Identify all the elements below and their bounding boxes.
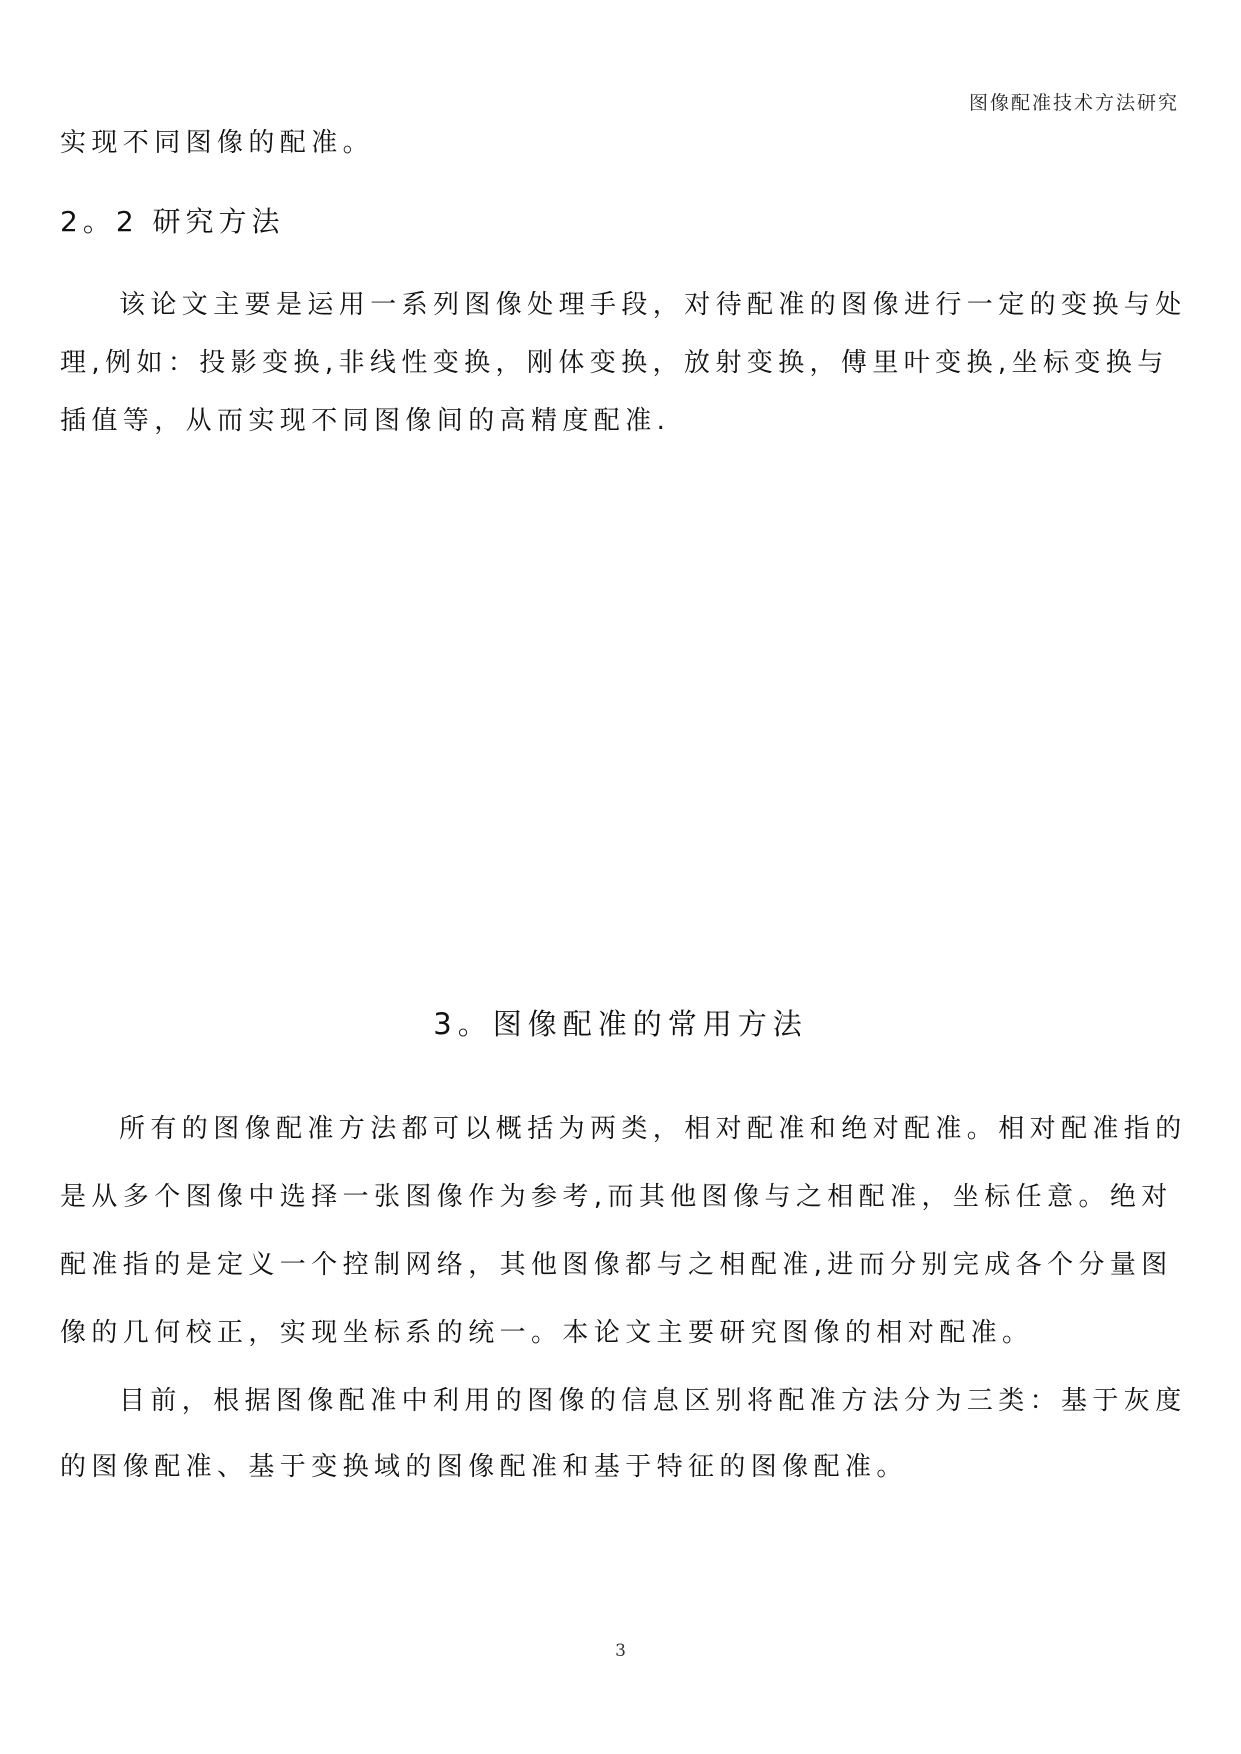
chapter-heading-3: 3。图像配准的常用方法 bbox=[433, 1007, 808, 1041]
page-number: 3 bbox=[615, 1641, 626, 1661]
paragraph-line: 插值等，从而实现不同图像间的高精度配准. bbox=[60, 406, 671, 436]
section-heading-2-2: 2。2 研究方法 bbox=[60, 205, 285, 238]
paragraph-line: 的图像配准、基于变换域的图像配准和基于特征的图像配准。 bbox=[60, 1452, 908, 1482]
paragraph-line: 是从多个图像中选择一张图像作为参考,而其他图像与之相配准，坐标任意。绝对 bbox=[60, 1182, 1173, 1212]
running-header-title: 图像配准技术方法研究 bbox=[968, 92, 1179, 114]
paragraph-line: 所有的图像配准方法都可以概括为两类，相对配准和绝对配准。相对配准指的 bbox=[119, 1114, 1187, 1144]
paragraph-line: 配准指的是定义一个控制网络，其他图像都与之相配准,进而分别完成各个分量图 bbox=[60, 1250, 1173, 1280]
paragraph-line: 该论文主要是运用一系列图像处理手段，对待配准的图像进行一定的变换与处 bbox=[119, 290, 1187, 320]
paragraph-line: 目前，根据图像配准中利用的图像的信息区别将配准方法分为三类：基于灰度 bbox=[119, 1386, 1187, 1416]
paragraph-line: 像的几何校正，实现坐标系的统一。本论文主要研究图像的相对配准。 bbox=[60, 1318, 1034, 1348]
carryover-line: 实现不同图像的配准。 bbox=[60, 128, 375, 158]
paragraph-line: 理,例如：投影变换,非线性变换，刚体变换，放射变换，傅里叶变换,坐标变换与 bbox=[60, 348, 1169, 378]
